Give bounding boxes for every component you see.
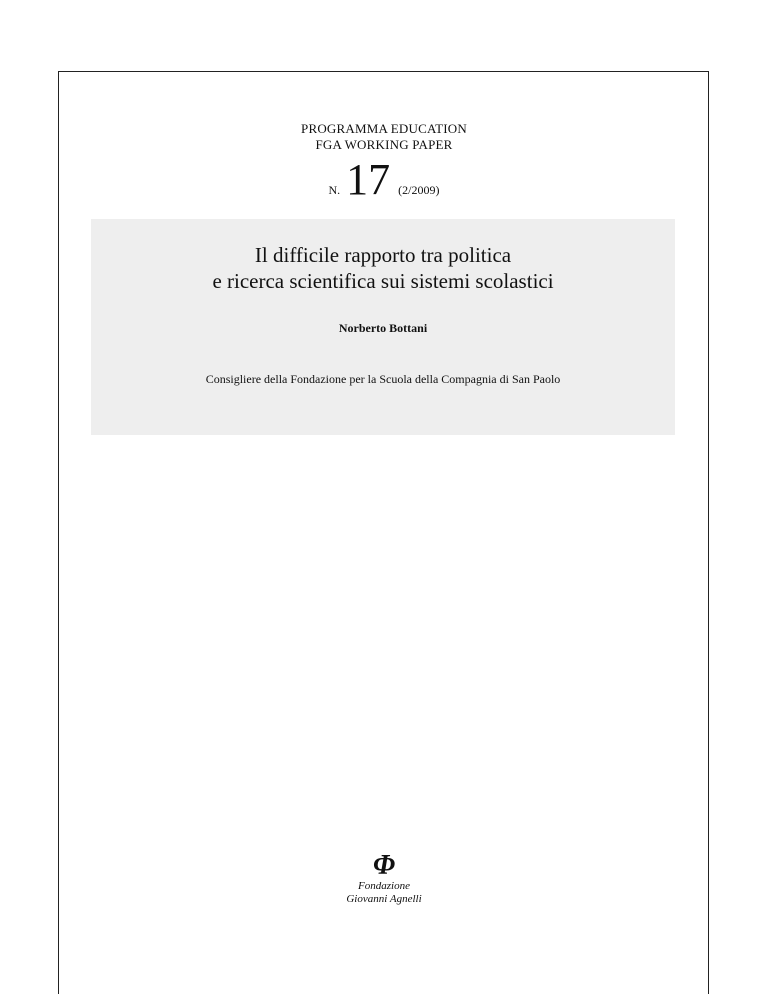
paper-title (91, 242, 675, 294)
series-header (200, 121, 568, 153)
foundation-logo (318, 852, 450, 906)
issue-prefix: N. (328, 183, 341, 197)
author-affiliation: Consigliere della Fondazione per la Scuola della Compagnia di San Paolo (205, 372, 561, 386)
page-frame-top-line (58, 71, 709, 72)
series-name: FGA WORKING PAPER (315, 137, 453, 152)
issue-line (200, 156, 568, 204)
page-frame-right-line (708, 71, 709, 994)
page-frame-left-line (58, 71, 59, 994)
logo-text-line-2: Giovanni Agnelli (346, 893, 422, 905)
paper-title-line-1: Il difficile rapporto tra politica (254, 243, 512, 267)
paper-title-line-2: e ricerca scientifica sui sistemi scolastici (212, 269, 554, 293)
program-name: PROGRAMMA EDUCATION (301, 121, 467, 136)
author-name: Norberto Bottani (338, 321, 428, 335)
issue-date: (2/2009) (398, 183, 440, 197)
title-box (91, 219, 675, 435)
logo-text-line-1: Fondazione (358, 880, 410, 892)
issue-number: 17 (346, 155, 391, 204)
phi-logo-icon: Φ (372, 850, 396, 881)
